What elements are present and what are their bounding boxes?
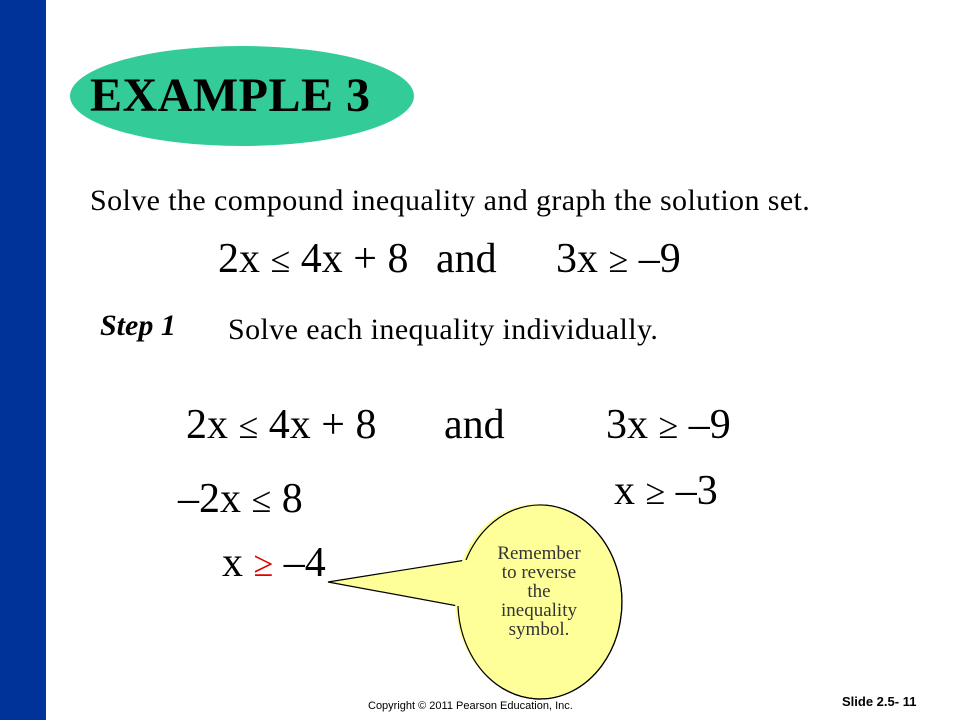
work-right-1-lhs: 3x: [606, 402, 648, 448]
reversed-inequality-symbol: ≥: [253, 544, 274, 584]
step-text: Solve each inequality individually.: [228, 313, 659, 346]
work-right-1-rhs: –9: [688, 402, 731, 448]
problem-right-lhs: 3x: [556, 236, 598, 282]
callout-line: to reverse: [501, 562, 577, 583]
work-left-2-op: ≤: [251, 480, 272, 520]
slide-number: Slide 2.5- 11: [842, 694, 917, 709]
callout-line: inequality: [501, 600, 577, 621]
work-right-1-op: ≥: [658, 406, 679, 446]
work-left-1-lhs: 2x: [186, 402, 228, 448]
callout-line: Remember: [497, 543, 581, 564]
problem-right-rhs: –9: [638, 236, 681, 282]
work-left-3-rhs: –4: [283, 540, 326, 586]
problem-right-op: ≥: [608, 240, 629, 280]
work-right-2-op: ≥: [645, 472, 666, 512]
problem-left-op: ≤: [270, 240, 291, 280]
work-connector: and: [444, 402, 505, 448]
problem-left-rhs: 4x + 8: [300, 236, 409, 282]
step-label: Step 1: [100, 309, 176, 342]
work-left-2-rhs: 8: [281, 476, 303, 522]
work-left-1-rhs: 4x + 8: [268, 402, 377, 448]
work-left-2-lhs: –2x: [178, 476, 241, 522]
work-right-2-lhs: x: [614, 468, 635, 514]
work-left-1-op: ≤: [238, 406, 259, 446]
callout-text: [466, 544, 612, 639]
work-right-2-rhs: –3: [675, 468, 718, 514]
problem-connector: and: [436, 236, 497, 282]
slide-title: EXAMPLE 3: [90, 69, 371, 122]
callout-line: the: [527, 581, 551, 602]
callout-line: symbol.: [508, 619, 570, 640]
problem-prompt: Solve the compound inequality and graph the solution set.: [90, 184, 811, 217]
problem-left-lhs: 2x: [218, 236, 260, 282]
copyright-notice: Copyright © 2011 Pearson Education, Inc.: [368, 700, 573, 712]
work-left-3-lhs: x: [222, 540, 243, 586]
